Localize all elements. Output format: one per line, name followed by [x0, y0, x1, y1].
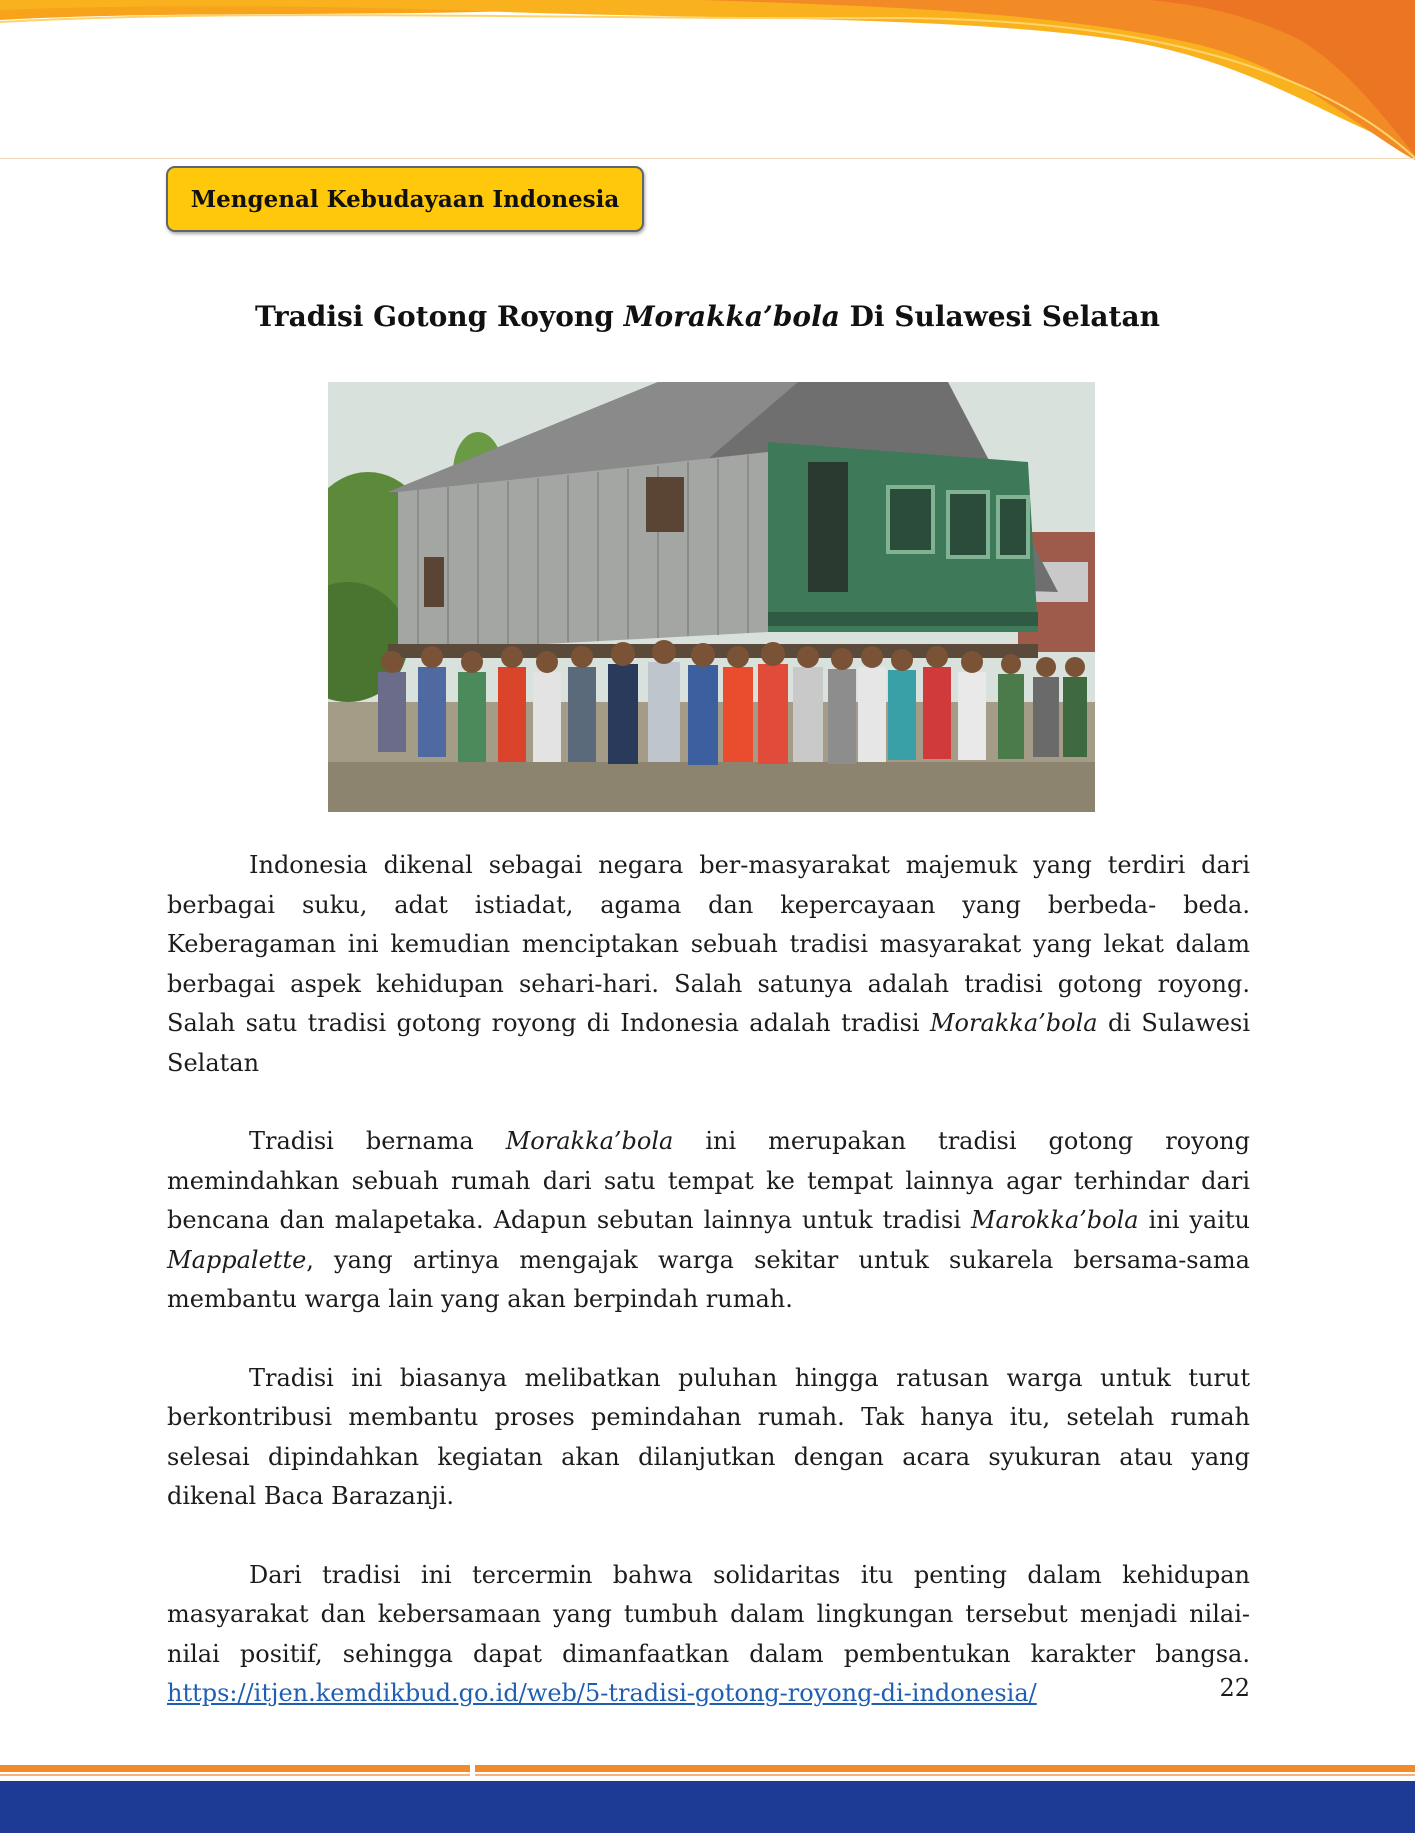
header-rule	[0, 158, 1415, 159]
p2-text-2: ini merupakan tradisi gotong royong memindahkan sebuah rumah dari satu tempat ke tempat lainnya agar terhindar dari bencana dan malapetaka. Adapun sebutan lainnya untuk tradisi	[167, 1127, 1250, 1234]
paragraph-3	[167, 1359, 1250, 1517]
p2-italic-1: Morakka’bola	[505, 1127, 674, 1155]
p1-text-1: Indonesia dikenal sebagai negara ber-masyarakat majemuk yang terdiri dari berbagai suku, adat istiadat, agama dan kepercayaan yang berbeda- beda. Keberagaman ini kemudian menciptakan sebuah tradisi masyarakat yang lekat dalam berbagai aspek kehidupan sehari-hari. Salah satunya adalah tradisi gotong royong. Salah satu tradisi gotong royong di Indonesia adalah tradisi	[167, 851, 1250, 1037]
footer-orange-band	[0, 1765, 1415, 1772]
footer-blue-band	[0, 1781, 1415, 1833]
title-italic: Morakka’bola	[623, 300, 840, 333]
p3-text-1: Tradisi ini biasanya melibatkan puluhan hingga ratusan warga untuk turut berkontribusi membantu proses pemindahan rumah. Tak hanya itu, setelah rumah selesai dipindahkan kegiatan akan dilanjutkan dengan acara syukuran atau yang dikenal Baca Barazanji.	[167, 1363, 1250, 1510]
photo-illustration	[328, 382, 1095, 812]
paragraph-2	[167, 1122, 1250, 1320]
p2-text-1: Tradisi bernama	[249, 1127, 506, 1155]
photo-house-moving	[328, 382, 1095, 812]
section-tag-label: Mengenal Kebudayaan Indonesia	[190, 185, 620, 213]
p2-text-3: ini yaitu	[1138, 1206, 1250, 1234]
p1-italic-1: Morakka’bola	[929, 1009, 1098, 1037]
paragraph-1	[167, 846, 1250, 1083]
p2-italic-3: Mappalette	[167, 1245, 307, 1274]
p1-text-2: di Sulawesi Selatan	[167, 1009, 1251, 1077]
p2-italic-2: Marokka’bola	[970, 1206, 1139, 1234]
page-title	[100, 300, 1315, 333]
title-part-1: Tradisi Gotong Royong	[255, 300, 624, 333]
section-tag	[166, 166, 644, 232]
p4-text-1: Dari tradisi ini tercermin bahwa solidaritas itu penting dalam kehidupan masyarakat dan kebersamaan yang tumbuh dalam lingkungan tersebut menjadi nilai-nilai positif, sehingga dapat dimanfaatkan dalam pembentukan karakter bangsa.	[167, 1560, 1250, 1668]
source-link[interactable]: https://itjen.kemdikbud.go.id/web/5-tradisi-gotong-royong-di-indonesia/	[167, 1679, 1037, 1707]
title-part-2: Di Sulawesi Selatan	[839, 300, 1160, 333]
article-body	[167, 846, 1250, 1714]
p2-text-4: , yang artinya mengajak warga sekitar untuk sukarela bersama-sama membantu warga lain yang akan berpindah rumah.	[167, 1245, 1250, 1313]
footer-band-gap	[470, 1765, 475, 1777]
footer-orange-thin-band	[0, 1774, 1415, 1776]
paragraph-4	[167, 1556, 1250, 1714]
page-number: 22	[1219, 1674, 1250, 1702]
header-wave-decoration	[0, 0, 1415, 170]
